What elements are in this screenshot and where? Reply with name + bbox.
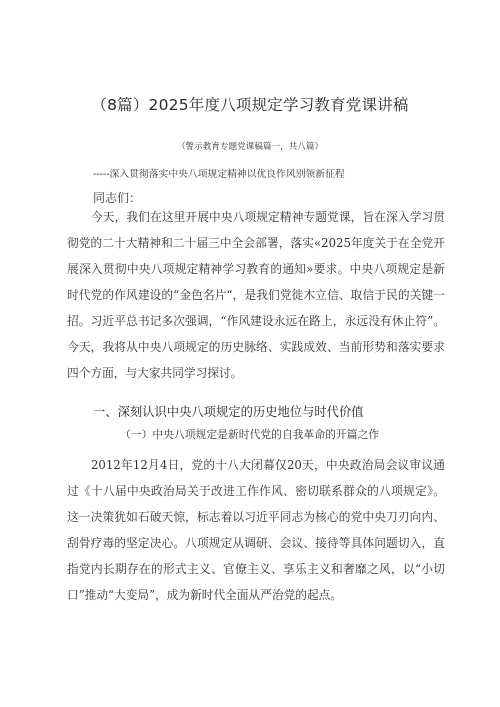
theme-line: -----深入贯彻落实中央八项规定精神以优良作风别领新征程 [93,169,345,180]
intro-paragraph: 今天，我们在这里开展中央八项规定精神专题党课，旨在深入学习贯彻党的二十大精神和二十届三中全会部署，落实«2025年度关于在全党开展深入贯彻中央八项规定精神学习教育的通知»要求。中央八项规定是新时代党的作风建设的“金色名片“，是我们党徙木立信、取信于民的关键一招。习近平总书记多次强调，“作风建设永远在路上，永远没有休止符”。今天，我将从中央八项规定的历史脉络、实践成效、当前形势和落实要求四个方面，与大家共同学习探讨。 [67,210,445,380]
document-title: （8篇）2025年度八项规定学习教育党课讲稿 [91,96,409,114]
greeting: 同志们： [93,191,142,205]
document-subtitle: （警示教育专题党课稿篇一，共八篇） [176,142,324,152]
subsection-heading: （一）中央八项规定是新时代党的自我革命的开篇之作 [120,428,380,441]
section-heading: 一、深刻认识中央八项规定的历史地位与时代价值 [93,405,364,419]
body-paragraph: 2012年12月4日，党的十八大闭幕仅20天，中央政治局会议审议通过《十八届中央政治局关于改进工作作风、密切联系群众的八项规定》。这一决策犹如石破天惊，标志着以习近平同志为核心的党中央刀刃向内、刮骨疗毒的坚定决心。八项规定从调研、会议、接待等具体问题切入，直指党内长期存在的形式主义、官僚主义、享乐主义和奢靡之风，以“小切口”推动“大变局”，成为新时代全面从严治党的起点。 [67,458,445,602]
